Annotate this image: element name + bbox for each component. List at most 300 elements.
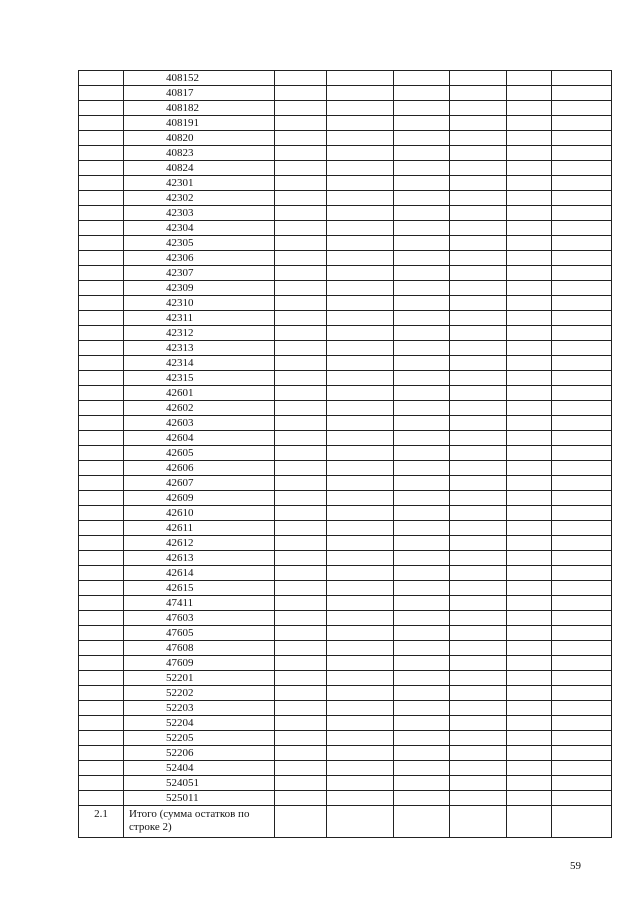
value-cell	[275, 476, 327, 491]
value-cell	[275, 356, 327, 371]
value-cell	[275, 296, 327, 311]
value-cell	[552, 341, 612, 356]
value-cell	[450, 416, 507, 431]
value-cell	[507, 71, 552, 86]
value-cell	[327, 251, 394, 266]
value-cell	[394, 491, 450, 506]
table-row	[79, 296, 612, 311]
value-cell	[394, 791, 450, 806]
value-cell	[507, 461, 552, 476]
value-cell	[450, 236, 507, 251]
account-code-cell: 42312	[124, 326, 275, 341]
value-cell	[552, 131, 612, 146]
table-row	[79, 476, 612, 491]
value-cell	[394, 461, 450, 476]
value-cell	[327, 71, 394, 86]
value-cell	[394, 311, 450, 326]
value-cell	[327, 731, 394, 746]
row-number-cell	[79, 431, 124, 446]
value-cell	[327, 521, 394, 536]
value-cell	[394, 71, 450, 86]
value-cell	[394, 521, 450, 536]
row-number-cell	[79, 131, 124, 146]
value-cell	[275, 551, 327, 566]
value-cell	[450, 566, 507, 581]
value-cell	[552, 116, 612, 131]
table-row	[79, 221, 612, 236]
row-number-cell	[79, 116, 124, 131]
account-code-cell: 42609	[124, 491, 275, 506]
value-cell	[394, 326, 450, 341]
table-row	[79, 416, 612, 431]
value-cell	[507, 266, 552, 281]
value-cell	[552, 596, 612, 611]
table-row	[79, 761, 612, 776]
value-cell	[394, 761, 450, 776]
value-cell	[275, 281, 327, 296]
account-code-cell: 47609	[124, 656, 275, 671]
value-cell	[275, 776, 327, 791]
value-cell	[275, 371, 327, 386]
account-code-cell: 52206	[124, 746, 275, 761]
value-cell	[552, 551, 612, 566]
value-cell	[327, 701, 394, 716]
value-cell	[552, 626, 612, 641]
value-cell	[394, 116, 450, 131]
row-number-cell	[79, 716, 124, 731]
value-cell	[327, 161, 394, 176]
value-cell	[450, 626, 507, 641]
value-cell	[552, 416, 612, 431]
value-cell	[394, 386, 450, 401]
value-cell	[552, 281, 612, 296]
table-row	[79, 206, 612, 221]
value-cell	[327, 626, 394, 641]
account-code-cell: 42604	[124, 431, 275, 446]
value-cell	[327, 461, 394, 476]
value-cell	[552, 731, 612, 746]
value-cell	[394, 431, 450, 446]
value-cell	[394, 806, 450, 838]
account-code-cell: 42303	[124, 206, 275, 221]
table-row	[79, 671, 612, 686]
value-cell	[507, 581, 552, 596]
table-row	[79, 731, 612, 746]
table-row	[79, 551, 612, 566]
account-code-cell: 42613	[124, 551, 275, 566]
value-cell	[450, 251, 507, 266]
value-cell	[552, 671, 612, 686]
account-code-cell: 40817	[124, 86, 275, 101]
value-cell	[507, 776, 552, 791]
value-cell	[552, 176, 612, 191]
value-cell	[450, 281, 507, 296]
value-cell	[275, 266, 327, 281]
value-cell	[450, 746, 507, 761]
value-cell	[275, 731, 327, 746]
value-cell	[394, 701, 450, 716]
value-cell	[552, 716, 612, 731]
value-cell	[275, 341, 327, 356]
value-cell	[507, 656, 552, 671]
value-cell	[275, 581, 327, 596]
value-cell	[327, 611, 394, 626]
value-cell	[450, 386, 507, 401]
value-cell	[327, 476, 394, 491]
value-cell	[275, 701, 327, 716]
account-code-cell: 42311	[124, 311, 275, 326]
table-row	[79, 311, 612, 326]
account-code-cell: 42615	[124, 581, 275, 596]
table-row	[79, 191, 612, 206]
table-row	[79, 431, 612, 446]
table-row	[79, 446, 612, 461]
account-code-cell: 47603	[124, 611, 275, 626]
value-cell	[394, 401, 450, 416]
value-cell	[327, 206, 394, 221]
value-cell	[327, 371, 394, 386]
value-cell	[450, 701, 507, 716]
value-cell	[507, 506, 552, 521]
value-cell	[450, 581, 507, 596]
value-cell	[507, 221, 552, 236]
value-cell	[450, 176, 507, 191]
value-cell	[552, 101, 612, 116]
value-cell	[552, 266, 612, 281]
row-number-cell	[79, 596, 124, 611]
table-row	[79, 251, 612, 266]
value-cell	[450, 446, 507, 461]
value-cell	[552, 71, 612, 86]
value-cell	[327, 401, 394, 416]
row-number-cell	[79, 371, 124, 386]
row-number-cell	[79, 776, 124, 791]
value-cell	[275, 386, 327, 401]
value-cell	[275, 161, 327, 176]
value-cell	[275, 536, 327, 551]
value-cell	[552, 311, 612, 326]
value-cell	[394, 251, 450, 266]
row-number-cell	[79, 551, 124, 566]
value-cell	[394, 86, 450, 101]
account-code-cell: 52202	[124, 686, 275, 701]
row-number-cell	[79, 416, 124, 431]
value-cell	[450, 791, 507, 806]
account-code-cell: 40823	[124, 146, 275, 161]
value-cell	[327, 671, 394, 686]
value-cell	[394, 281, 450, 296]
value-cell	[394, 206, 450, 221]
value-cell	[507, 356, 552, 371]
value-cell	[552, 251, 612, 266]
table-row	[79, 716, 612, 731]
value-cell	[507, 626, 552, 641]
value-cell	[552, 236, 612, 251]
row-number-cell	[79, 746, 124, 761]
value-cell	[394, 236, 450, 251]
table-row	[79, 266, 612, 281]
value-cell	[275, 566, 327, 581]
value-cell	[450, 716, 507, 731]
value-cell	[275, 791, 327, 806]
value-cell	[327, 806, 394, 838]
value-cell	[450, 401, 507, 416]
value-cell	[450, 806, 507, 838]
value-cell	[552, 401, 612, 416]
account-code-cell: 52204	[124, 716, 275, 731]
value-cell	[450, 551, 507, 566]
account-code-cell: 42307	[124, 266, 275, 281]
value-cell	[327, 356, 394, 371]
value-cell	[507, 791, 552, 806]
value-cell	[275, 641, 327, 656]
value-cell	[552, 206, 612, 221]
value-cell	[275, 416, 327, 431]
value-cell	[327, 176, 394, 191]
table-row	[79, 776, 612, 791]
value-cell	[507, 251, 552, 266]
account-code-cell: 42601	[124, 386, 275, 401]
value-cell	[552, 791, 612, 806]
row-number-cell	[79, 281, 124, 296]
value-cell	[275, 626, 327, 641]
row-number-cell	[79, 536, 124, 551]
value-cell	[275, 761, 327, 776]
value-cell	[394, 356, 450, 371]
table-row	[79, 596, 612, 611]
value-cell	[394, 131, 450, 146]
value-cell	[394, 686, 450, 701]
value-cell	[275, 326, 327, 341]
table-row	[79, 86, 612, 101]
row-number-cell	[79, 101, 124, 116]
account-code-cell: 42607	[124, 476, 275, 491]
value-cell	[450, 161, 507, 176]
value-cell	[450, 206, 507, 221]
value-cell	[275, 671, 327, 686]
value-cell	[275, 251, 327, 266]
value-cell	[275, 431, 327, 446]
value-cell	[507, 341, 552, 356]
table-row	[79, 341, 612, 356]
account-code-cell: 42302	[124, 191, 275, 206]
table-row	[79, 371, 612, 386]
row-number-cell	[79, 176, 124, 191]
account-code-cell: 42301	[124, 176, 275, 191]
value-cell	[327, 536, 394, 551]
value-cell	[552, 521, 612, 536]
value-cell	[450, 326, 507, 341]
value-cell	[394, 506, 450, 521]
value-cell	[552, 611, 612, 626]
value-cell	[394, 716, 450, 731]
account-code-cell: 42603	[124, 416, 275, 431]
value-cell	[507, 191, 552, 206]
account-code-cell: 42612	[124, 536, 275, 551]
row-number-cell	[79, 641, 124, 656]
value-cell	[327, 116, 394, 131]
value-cell	[450, 371, 507, 386]
row-number-cell	[79, 251, 124, 266]
value-cell	[507, 596, 552, 611]
value-cell	[450, 86, 507, 101]
value-cell	[552, 326, 612, 341]
table-row	[79, 521, 612, 536]
value-cell	[394, 296, 450, 311]
table-row	[79, 401, 612, 416]
account-code-cell: 42310	[124, 296, 275, 311]
row-number-cell	[79, 611, 124, 626]
table-row	[79, 581, 612, 596]
value-cell	[507, 161, 552, 176]
account-code-cell: 42305	[124, 236, 275, 251]
table-row	[79, 281, 612, 296]
account-code-cell: 42315	[124, 371, 275, 386]
value-cell	[327, 326, 394, 341]
value-cell	[327, 566, 394, 581]
value-cell	[327, 581, 394, 596]
row-number-cell	[79, 161, 124, 176]
table-row	[79, 236, 612, 251]
value-cell	[450, 341, 507, 356]
row-number-cell	[79, 311, 124, 326]
row-number-cell	[79, 341, 124, 356]
row-number-cell	[79, 791, 124, 806]
account-code-cell: 524051	[124, 776, 275, 791]
value-cell	[552, 746, 612, 761]
value-cell	[552, 491, 612, 506]
table-row	[79, 641, 612, 656]
value-cell	[552, 461, 612, 476]
row-number-cell	[79, 566, 124, 581]
value-cell	[450, 296, 507, 311]
row-number-cell	[79, 266, 124, 281]
value-cell	[327, 446, 394, 461]
row-number-cell	[79, 386, 124, 401]
value-cell	[507, 206, 552, 221]
value-cell	[450, 656, 507, 671]
value-cell	[327, 266, 394, 281]
value-cell	[552, 806, 612, 838]
value-cell	[552, 86, 612, 101]
value-cell	[275, 446, 327, 461]
value-cell	[394, 416, 450, 431]
value-cell	[450, 356, 507, 371]
value-cell	[394, 551, 450, 566]
value-cell	[394, 536, 450, 551]
value-cell	[507, 671, 552, 686]
value-cell	[552, 161, 612, 176]
table-row	[79, 626, 612, 641]
row-number-cell	[79, 446, 124, 461]
account-code-cell: 408182	[124, 101, 275, 116]
value-cell	[275, 236, 327, 251]
value-cell	[552, 641, 612, 656]
value-cell	[327, 341, 394, 356]
row-number-cell	[79, 581, 124, 596]
value-cell	[275, 101, 327, 116]
value-cell	[507, 311, 552, 326]
row-number-cell	[79, 656, 124, 671]
value-cell	[552, 656, 612, 671]
row-number-cell	[79, 521, 124, 536]
value-cell	[394, 101, 450, 116]
row-number-cell	[79, 671, 124, 686]
row-number-cell	[79, 236, 124, 251]
value-cell	[327, 236, 394, 251]
account-code-cell: 42309	[124, 281, 275, 296]
value-cell	[275, 206, 327, 221]
value-cell	[507, 386, 552, 401]
value-cell	[394, 731, 450, 746]
account-code-cell: 42611	[124, 521, 275, 536]
value-cell	[394, 596, 450, 611]
value-cell	[507, 731, 552, 746]
value-cell	[275, 71, 327, 86]
account-code-cell: 52205	[124, 731, 275, 746]
value-cell	[450, 536, 507, 551]
table-row	[79, 656, 612, 671]
total-row	[79, 806, 612, 838]
value-cell	[275, 401, 327, 416]
row-number-cell	[79, 686, 124, 701]
value-cell	[507, 131, 552, 146]
value-cell	[327, 311, 394, 326]
row-number-cell	[79, 761, 124, 776]
account-code-cell: 42314	[124, 356, 275, 371]
value-cell	[394, 671, 450, 686]
table-row	[79, 161, 612, 176]
value-cell	[394, 266, 450, 281]
value-cell	[327, 776, 394, 791]
value-cell	[507, 761, 552, 776]
value-cell	[327, 221, 394, 236]
value-cell	[275, 656, 327, 671]
value-cell	[450, 641, 507, 656]
value-cell	[552, 221, 612, 236]
accounts-table	[78, 70, 612, 838]
table-row	[79, 326, 612, 341]
value-cell	[327, 281, 394, 296]
value-cell	[327, 641, 394, 656]
value-cell	[275, 221, 327, 236]
value-cell	[394, 581, 450, 596]
table-row	[79, 506, 612, 521]
value-cell	[327, 551, 394, 566]
value-cell	[327, 191, 394, 206]
row-number-cell	[79, 401, 124, 416]
table-row	[79, 701, 612, 716]
value-cell	[507, 431, 552, 446]
table-row	[79, 566, 612, 581]
value-cell	[507, 371, 552, 386]
value-cell	[450, 761, 507, 776]
value-cell	[275, 521, 327, 536]
value-cell	[450, 686, 507, 701]
value-cell	[327, 491, 394, 506]
value-cell	[552, 566, 612, 581]
value-cell	[394, 446, 450, 461]
row-number-cell	[79, 461, 124, 476]
value-cell	[450, 506, 507, 521]
value-cell	[552, 296, 612, 311]
value-cell	[507, 701, 552, 716]
value-cell	[552, 371, 612, 386]
table-row	[79, 71, 612, 86]
value-cell	[327, 416, 394, 431]
account-code-cell: 42304	[124, 221, 275, 236]
account-code-cell: 42614	[124, 566, 275, 581]
